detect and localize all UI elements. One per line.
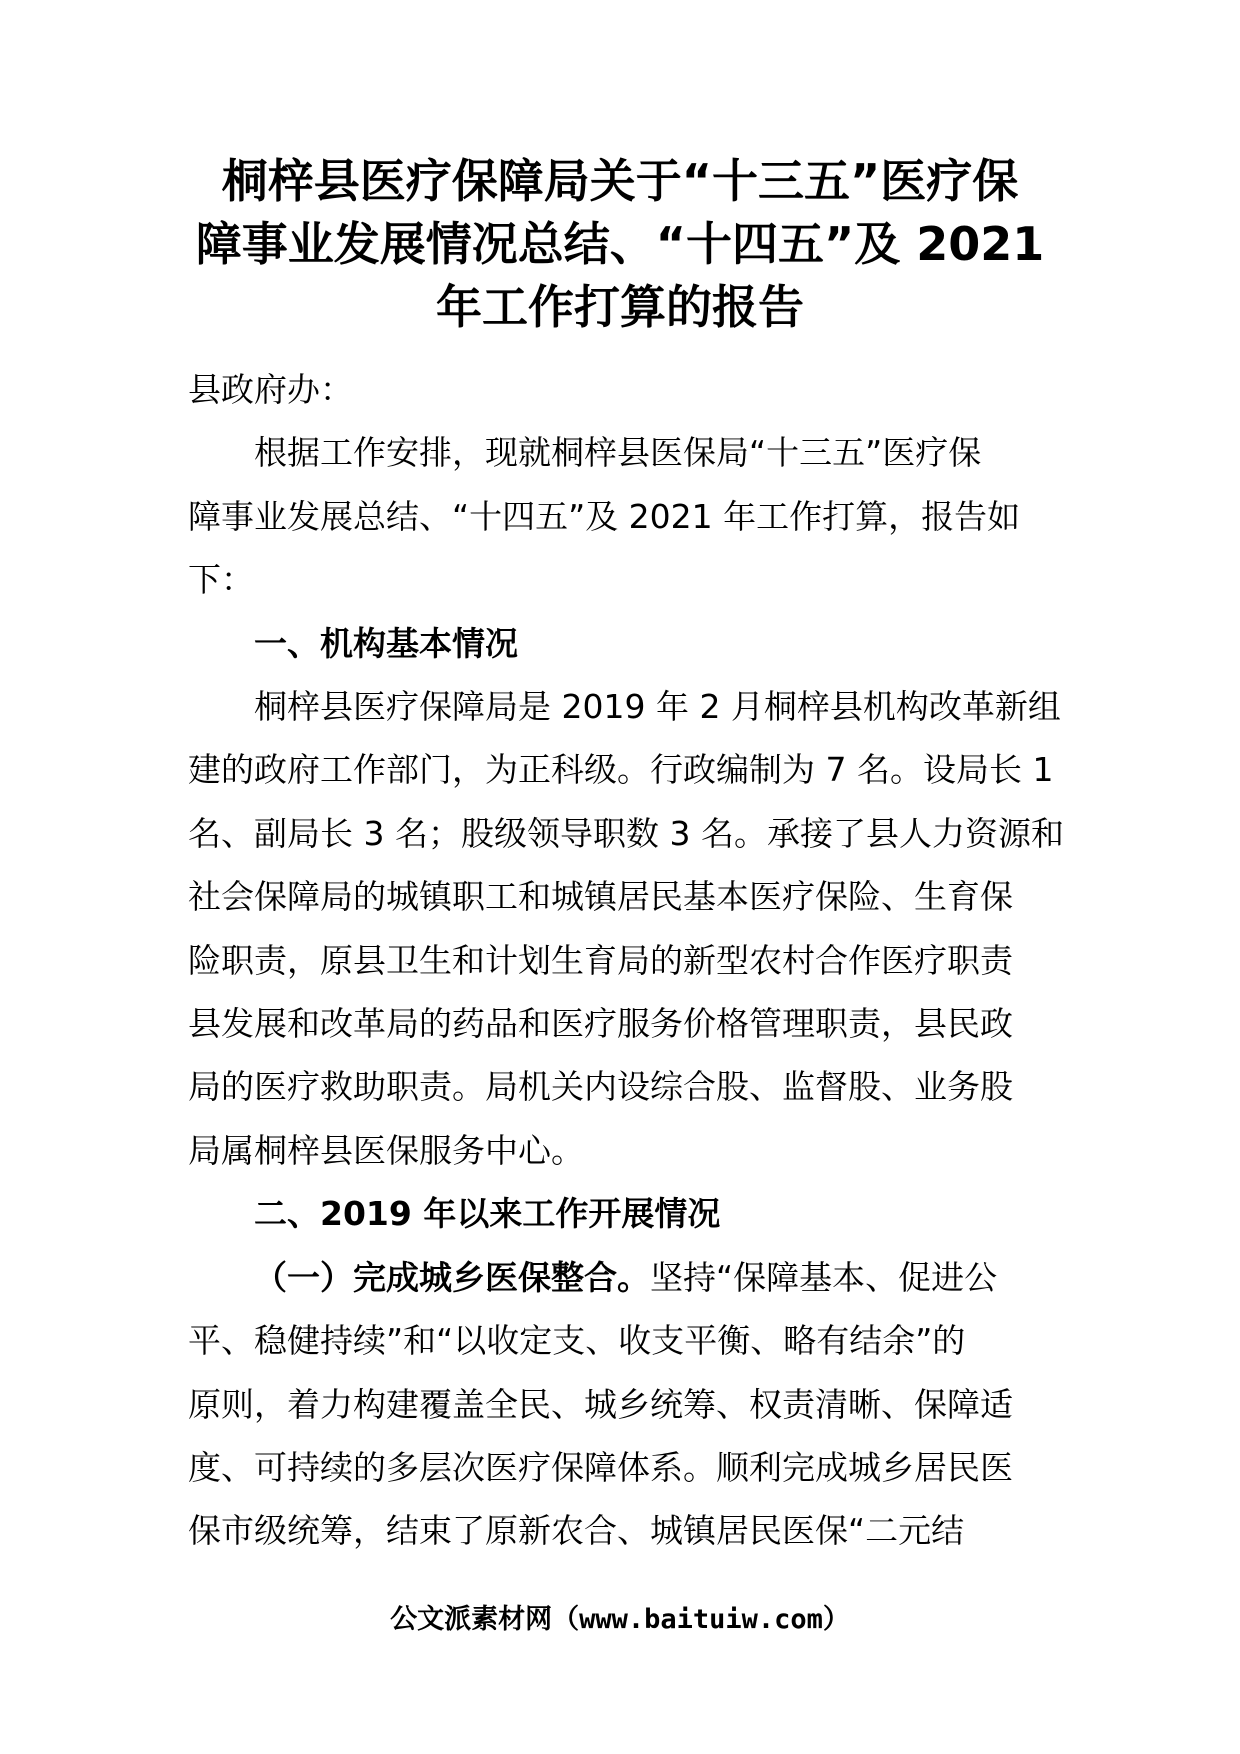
text-line: 险职责，原县卫生和计划生育局的新型农村合作医疗职责: [188, 940, 1013, 980]
text-line: 桐梓县医疗保障局是 2019 年 2 月桐梓县机构改革新组: [254, 687, 1061, 727]
text-line: 平、稳健持续”和“以收定支、收支平衡、略有结余”的: [188, 1321, 966, 1361]
title-line: 桐梓县医疗保障局关于“十三五”医疗保: [221, 154, 1019, 208]
text-line: 度、可持续的多层次医疗保障体系。顺利完成城乡居民医: [188, 1447, 1013, 1487]
text-line: 建的政府工作部门，为正科级。行政编制为 7 名。设局长 1: [188, 750, 1054, 790]
title-line: 障事业发展情况总结、“十四五”及 2021: [195, 217, 1045, 271]
section-heading-2: 二、2019 年以来工作开展情况: [254, 1194, 721, 1234]
text-line: 社会保障局的城镇职工和城镇居民基本医疗保险、生育保: [188, 877, 1013, 917]
footer-watermark: [0, 1600, 1240, 1640]
text-line: 县发展和改革局的药品和医疗服务价格管理职责，县民政: [188, 1004, 1013, 1044]
section-heading-1: 一、机构基本情况: [254, 623, 518, 663]
subsection-text: 坚持“保障基本、促进公: [650, 1257, 998, 1297]
document-title: [180, 150, 1060, 339]
salutation: [188, 358, 1058, 421]
text-line: 保市级统筹，结束了原新农合、城镇居民医保“二元结: [188, 1511, 965, 1551]
subsection-title: （一）完成城乡医保整合。: [254, 1257, 650, 1297]
text-line: 局属桐梓县医保服务中心。: [188, 1130, 584, 1170]
text-line: 根据工作安排，现就桐梓县医保局“十三五”医疗保: [254, 433, 982, 473]
subsection1-paragraph: [188, 1246, 1058, 1563]
intro-paragraph: [188, 421, 1058, 611]
title-line: 年工作打算的报告: [436, 280, 804, 334]
text-line: 局的医疗救助职责。局机关内设综合股、监督股、业务股: [188, 1067, 1013, 1107]
section1-paragraph: [188, 675, 1064, 1182]
salutation-text: 县政府办：: [188, 370, 353, 409]
footer-site-name: 公文派素材网: [390, 1604, 553, 1635]
text-line: 原则，着力构建覆盖全民、城乡统筹、权责清晰、保障适: [188, 1384, 1013, 1424]
text-line: [188, 1246, 1058, 1309]
text-line: 下：: [188, 560, 254, 600]
text-line: 障事业发展总结、“十四五”及 2021 年工作打算，报告如: [188, 496, 1021, 536]
footer-url: （www.baituiw.com）: [552, 1604, 850, 1635]
text-line: 名、副局长 3 名；股级领导职数 3 名。承接了县人力资源和: [188, 813, 1064, 853]
document-body: [188, 358, 1064, 1563]
